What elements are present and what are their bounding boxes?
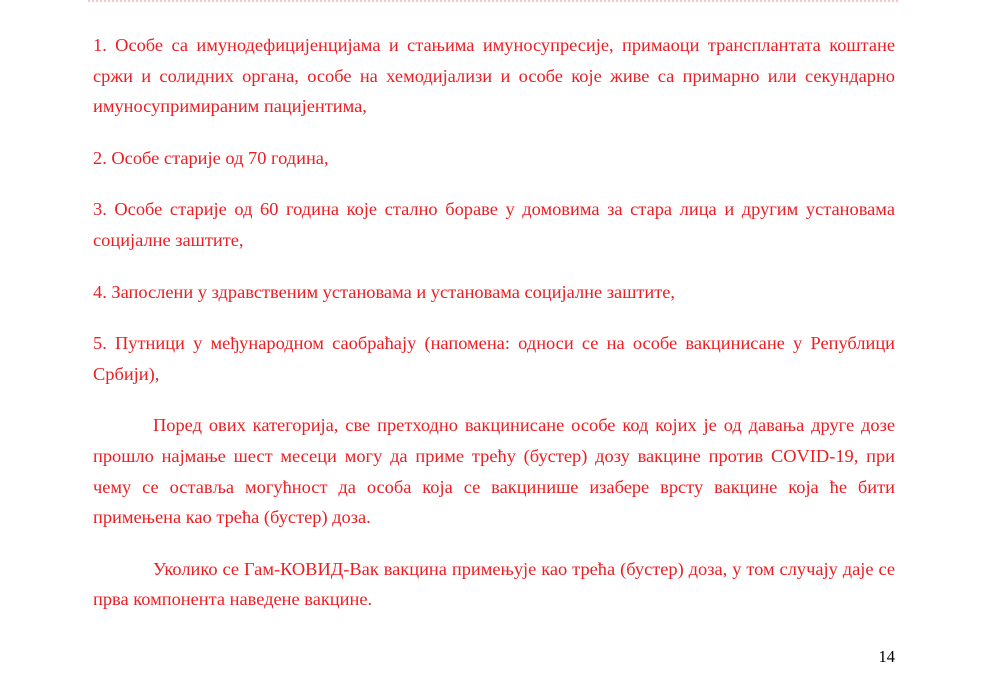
list-item-2: 2. Особе старије од 70 година, — [93, 147, 329, 168]
list-item-4: 4. Запослени у здравственим установама и установама социјалне заштите, — [93, 281, 676, 302]
list-item-1: 1. Особе са имунодефицијенцијама и стањима имуносупресије, примаоци трансплантата коштане сржи и солидних органа, особе на хемодијализи и особе које живе са примарно или секундарно имуносупримираним пацијентима, — [93, 35, 895, 117]
booster-dose-paragraph: Поред ових категорија, све претходно вакцинисане особе код којих је од давања друге дозе прошло најмање шест месеци могу да приме трећу (бустер) дозу вакцине против COVID-19, при чему се оставља могућност да особа која се вакцинише изабере врсту вакцине која ће бити примењена као трећа (бустер) доза. — [93, 415, 895, 528]
list-item-3: 3. Особе старије од 60 година које стално бораве у домовима за стара лица и другим установама социјалне заштите, — [93, 199, 895, 250]
document-body — [93, 30, 895, 615]
list-item-5: 5. Путници у међународном саобраћају (напомена: односи се на особе вакцинисане у Републици Србији), — [93, 333, 895, 384]
gam-covid-vac-paragraph: Уколико се Гам-КОВИД-Вак вакцина примењује као трећа (бустер) доза, у том случају даје се прва компонента наведене вакцине. — [93, 558, 895, 610]
page-number: 14 — [878, 647, 895, 666]
previous-text-fragment — [88, 0, 898, 3]
